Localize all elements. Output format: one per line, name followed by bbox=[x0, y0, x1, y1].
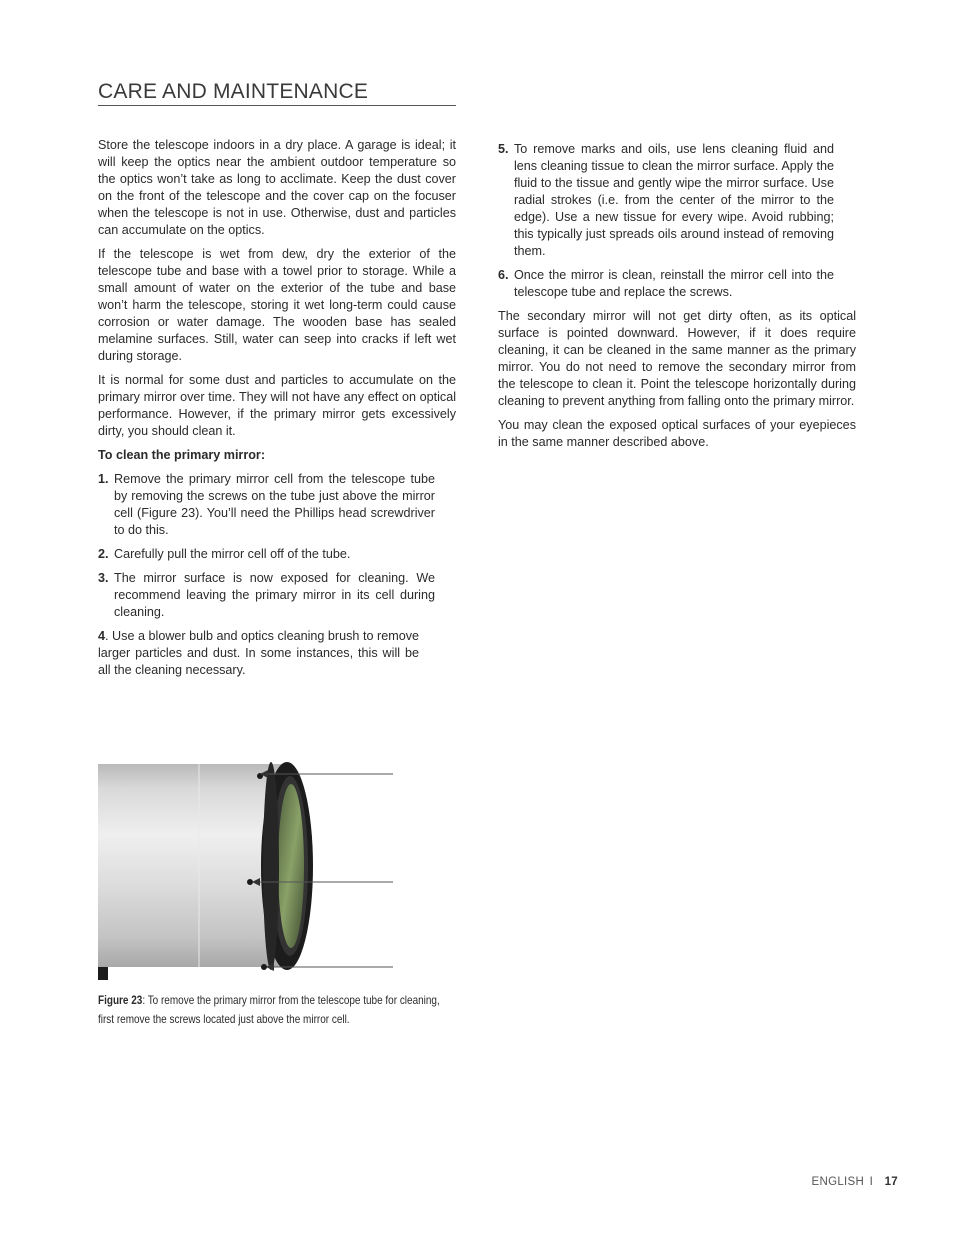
dust-paragraph: It is normal for some dust and particles to accumulate on the primary mirror over time. They will not have any effect on optical performance. However, if the primary mirror gets excessively dirty, you should clean it. bbox=[98, 373, 456, 438]
page-title: CARE AND MAINTENANCE bbox=[98, 80, 456, 106]
secondary-mirror-paragraph: The secondary mirror will not get dirty often, as its optical surface is pointed downward. However, if it does require cleaning, it can be cleaned in the same manner as the primary mirror. You do not need to remove the secondary mirror from the telescope to clean it. Point the telescope horizontally during cleaning to prevent anything from falling onto the primary mirror. bbox=[498, 309, 856, 408]
footer-language: ENGLISH bbox=[811, 1176, 865, 1188]
step-item bbox=[98, 628, 419, 679]
primary-mirror bbox=[278, 784, 304, 948]
cleaning-steps-list-continued bbox=[498, 141, 856, 301]
storage-paragraph: Store the telescope indoors in a dry place. A garage is ideal; it will keep the optics near the ambient outdoor temperature so the optics won’t take as long to acclimate. Keep the dust cover on the front of the telescope and the cover cap on the focuser when the telescope is not in use. Otherwise, dust and particles can accumulate on the optics. bbox=[98, 138, 456, 237]
footer-separator: I bbox=[869, 1176, 874, 1188]
step-text: Remove the primary mirror cell from the telescope tube by removing the screws on the tube just above the mirror cell (Figure 23). You’ll need the Phillips head screwdriver to do this. bbox=[114, 472, 435, 537]
step-number: 6. bbox=[498, 268, 509, 282]
step-number: 1. bbox=[98, 472, 109, 486]
step-number: 2. bbox=[98, 547, 109, 561]
page-footer bbox=[812, 1176, 899, 1188]
step-number: 5. bbox=[498, 142, 509, 156]
telescope-tube-illustration bbox=[98, 743, 448, 980]
step-text: To remove marks and oils, use lens cleaning fluid and lens cleaning tissue to clean the mirror surface. Apply the fluid to the tissue and gently wipe the mirror surface. Use radial strokes (i.e. from the center of the mirror to the edge). Use a new tissue for every wipe. Avoid rubbing; this typically just spreads oils around instead of removing them. bbox=[514, 142, 834, 258]
dew-paragraph: If the telescope is wet from dew, dry the exterior of the telescope tube and base with a towel prior to storage. While a small amount of water on the exterior of the tube and base won’t harm the telescope, storing it wet long-term could cause corrosion or water damage. The wooden base has sealed melamine surfaces. Still, water can seep into cracks if left wet during storage. bbox=[98, 247, 456, 363]
left-column bbox=[98, 137, 456, 686]
figure-caption bbox=[98, 991, 442, 1029]
step-item bbox=[498, 141, 834, 260]
step-number: 3. bbox=[98, 571, 109, 585]
step-item bbox=[98, 570, 435, 621]
step-text: The mirror surface is now exposed for cleaning. We recommend leaving the primary mirror in its cell during cleaning. bbox=[114, 571, 435, 619]
cleaning-steps-list bbox=[98, 471, 456, 679]
eyepiece-paragraph: You may clean the exposed optical surfaces of your eyepieces in the same manner described above. bbox=[498, 418, 856, 449]
figure-caption-text: : To remove the primary mirror from the telescope tube for cleaning, first remove the screws located just above the mirror cell. bbox=[98, 994, 440, 1026]
step-item bbox=[98, 471, 435, 539]
right-column bbox=[498, 141, 856, 458]
step-text: Once the mirror is clean, reinstall the mirror cell into the telescope tube and replace the screws. bbox=[514, 268, 834, 299]
cleaning-subheading: To clean the primary mirror: bbox=[98, 448, 266, 462]
tube-body bbox=[98, 764, 283, 967]
figure-23-telescope-tube bbox=[98, 743, 448, 980]
step-number: 4 bbox=[98, 629, 106, 643]
step-text: . Use a blower bulb and optics cleaning brush to remove larger particles and dust. In some instances, this will be all the cleaning necessary. bbox=[98, 629, 419, 677]
page-number: 17 bbox=[884, 1176, 898, 1188]
step-item bbox=[498, 267, 834, 301]
step-text: Carefully pull the mirror cell off of the tube. bbox=[114, 547, 351, 561]
figure-label: Figure 23 bbox=[98, 994, 143, 1007]
step-item bbox=[98, 546, 435, 563]
